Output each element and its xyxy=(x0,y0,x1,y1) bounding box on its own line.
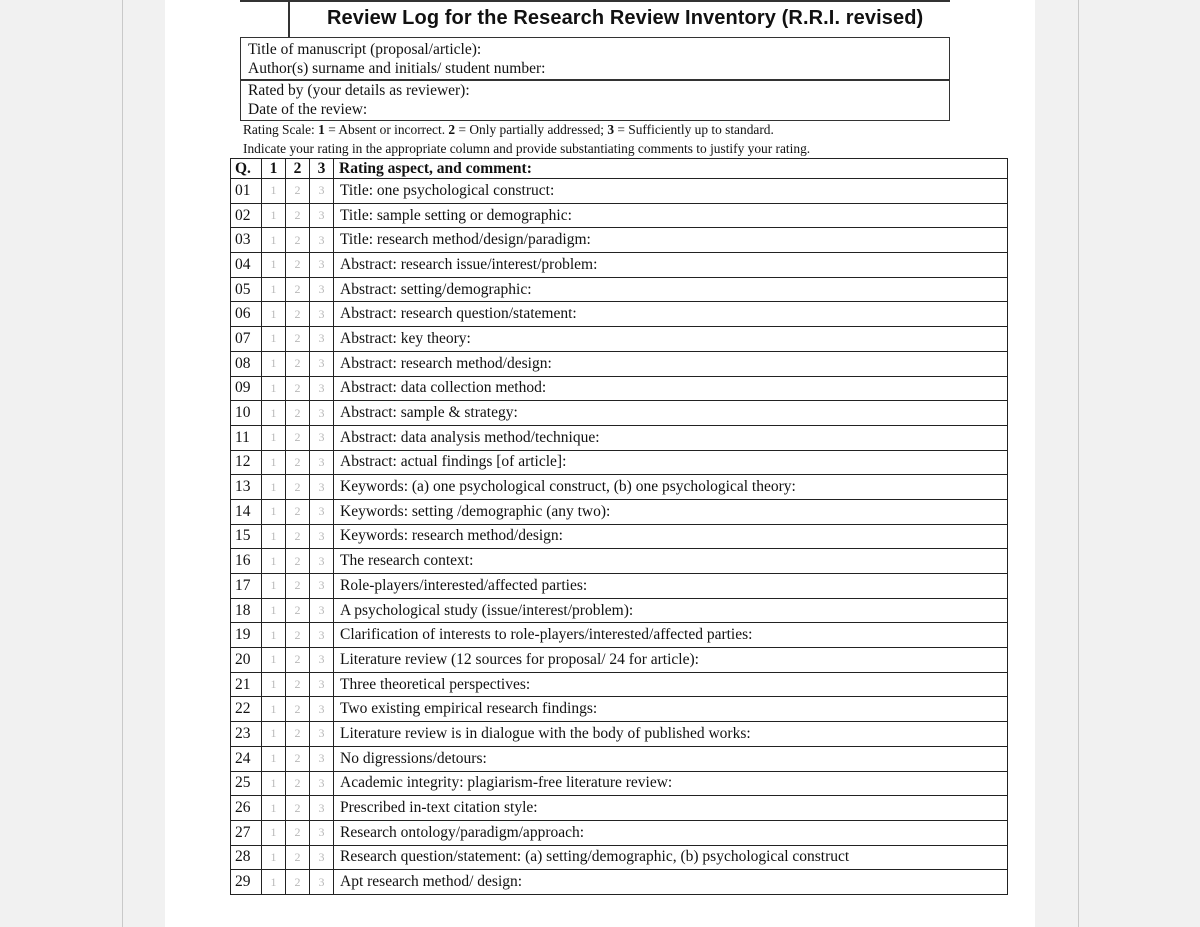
table-row xyxy=(231,598,1008,623)
rating-aspect: Prescribed in-text citation style: xyxy=(334,796,1008,821)
rating-cell-2[interactable]: 2 xyxy=(286,203,310,228)
question-number: 17 xyxy=(231,574,262,599)
rating-cell-3[interactable]: 3 xyxy=(310,302,334,327)
rating-cell-2[interactable]: 2 xyxy=(286,401,310,426)
rating-cell-1[interactable]: 1 xyxy=(262,277,286,302)
rating-cell-2[interactable]: 2 xyxy=(286,771,310,796)
question-number: 08 xyxy=(231,351,262,376)
rating-cell-2[interactable]: 2 xyxy=(286,179,310,204)
table-row xyxy=(231,228,1008,253)
rating-cell-1[interactable]: 1 xyxy=(262,203,286,228)
rating-aspect: Clarification of interests to role-players/interested/affected parties: xyxy=(334,623,1008,648)
rating-cell-2[interactable]: 2 xyxy=(286,450,310,475)
rating-cell-1[interactable]: 1 xyxy=(262,179,286,204)
rating-cell-1[interactable]: 1 xyxy=(262,425,286,450)
header-aspect: Rating aspect, and comment: xyxy=(334,159,1008,179)
rating-cell-3[interactable]: 3 xyxy=(310,623,334,648)
header-rating-2: 2 xyxy=(286,159,310,179)
rating-cell-1[interactable]: 1 xyxy=(262,327,286,352)
rating-aspect: Academic integrity: plagiarism-free literature review: xyxy=(334,771,1008,796)
table-row xyxy=(231,179,1008,204)
rating-cell-3[interactable]: 3 xyxy=(310,351,334,376)
rating-aspect: Title: research method/design/paradigm: xyxy=(334,228,1008,253)
rating-cell-1[interactable]: 1 xyxy=(262,746,286,771)
rating-cell-1[interactable]: 1 xyxy=(262,302,286,327)
rating-aspect: Keywords: (a) one psychological construct, (b) one psychological theory: xyxy=(334,475,1008,500)
question-number: 03 xyxy=(231,228,262,253)
question-number: 24 xyxy=(231,746,262,771)
rating-3-number: 3 xyxy=(607,122,615,137)
rating-aspect: Abstract: data analysis method/technique: xyxy=(334,425,1008,450)
rating-cell-1[interactable]: 1 xyxy=(262,796,286,821)
rating-cell-1[interactable]: 1 xyxy=(262,845,286,870)
rating-cell-2[interactable]: 2 xyxy=(286,228,310,253)
rating-cell-1[interactable]: 1 xyxy=(262,376,286,401)
rating-cell-2[interactable]: 2 xyxy=(286,524,310,549)
table-row xyxy=(231,450,1008,475)
rating-1-number: 1 xyxy=(318,122,325,137)
rating-cell-2[interactable]: 2 xyxy=(286,796,310,821)
rating-cell-1[interactable]: 1 xyxy=(262,598,286,623)
rating-2-text: = Only partially addressed; xyxy=(455,122,608,137)
table-row xyxy=(231,623,1008,648)
question-number: 11 xyxy=(231,425,262,450)
rating-cell-1[interactable]: 1 xyxy=(262,623,286,648)
rating-cell-2[interactable]: 2 xyxy=(286,302,310,327)
rating-cell-3[interactable]: 3 xyxy=(310,845,334,870)
rating-cell-3[interactable]: 3 xyxy=(310,820,334,845)
rating-aspect: Abstract: key theory: xyxy=(334,327,1008,352)
rated-by-field: Rated by (your details as reviewer): xyxy=(248,82,470,99)
title-top-rule xyxy=(240,0,950,2)
rating-cell-2[interactable]: 2 xyxy=(286,327,310,352)
rating-cell-2[interactable]: 2 xyxy=(286,475,310,500)
rating-cell-3[interactable]: 3 xyxy=(310,228,334,253)
title-rule-tick xyxy=(288,0,290,37)
rating-cell-1[interactable]: 1 xyxy=(262,253,286,278)
table-row xyxy=(231,401,1008,426)
rating-cell-3[interactable]: 3 xyxy=(310,598,334,623)
rating-cell-3[interactable]: 3 xyxy=(310,179,334,204)
rating-cell-3[interactable]: 3 xyxy=(310,327,334,352)
header-rating-1: 1 xyxy=(262,159,286,179)
question-number: 02 xyxy=(231,203,262,228)
rating-3-text: = Sufficiently up to standard. xyxy=(614,122,774,137)
rating-cell-1[interactable]: 1 xyxy=(262,697,286,722)
table-header-row xyxy=(231,159,1008,179)
question-number: 13 xyxy=(231,475,262,500)
rating-aspect: Abstract: actual findings [of article]: xyxy=(334,450,1008,475)
table-row xyxy=(231,253,1008,278)
reviewer-details-box xyxy=(240,79,950,121)
rating-cell-1[interactable]: 1 xyxy=(262,450,286,475)
rating-aspect: Abstract: setting/demographic: xyxy=(334,277,1008,302)
rating-cell-2[interactable]: 2 xyxy=(286,351,310,376)
rating-cell-3[interactable]: 3 xyxy=(310,203,334,228)
rating-aspect: Abstract: research question/statement: xyxy=(334,302,1008,327)
rating-cell-1[interactable]: 1 xyxy=(262,672,286,697)
rating-cell-3[interactable]: 3 xyxy=(310,722,334,747)
table-row xyxy=(231,746,1008,771)
rating-cell-3[interactable]: 3 xyxy=(310,277,334,302)
rating-aspect: The research context: xyxy=(334,549,1008,574)
rating-aspect: Keywords: research method/design: xyxy=(334,524,1008,549)
author-field: Author(s) surname and initials/ student number: xyxy=(248,60,546,77)
rating-cell-2[interactable]: 2 xyxy=(286,820,310,845)
table-row xyxy=(231,376,1008,401)
table-row xyxy=(231,351,1008,376)
table-row xyxy=(231,870,1008,895)
rating-cell-3[interactable]: 3 xyxy=(310,796,334,821)
question-number: 14 xyxy=(231,499,262,524)
rating-aspect: No digressions/detours: xyxy=(334,746,1008,771)
table-row xyxy=(231,203,1008,228)
table-row xyxy=(231,277,1008,302)
table-row xyxy=(231,722,1008,747)
table-row xyxy=(231,549,1008,574)
rating-cell-1[interactable]: 1 xyxy=(262,648,286,673)
rating-cell-3[interactable]: 3 xyxy=(310,870,334,895)
question-number: 18 xyxy=(231,598,262,623)
rating-cell-3[interactable]: 3 xyxy=(310,475,334,500)
rating-cell-1[interactable]: 1 xyxy=(262,524,286,549)
rating-cell-2[interactable]: 2 xyxy=(286,648,310,673)
table-row xyxy=(231,302,1008,327)
table-row xyxy=(231,672,1008,697)
question-number: 26 xyxy=(231,796,262,821)
rating-cell-2[interactable]: 2 xyxy=(286,697,310,722)
table-row xyxy=(231,327,1008,352)
rating-cell-3[interactable]: 3 xyxy=(310,672,334,697)
rating-aspect: Research question/statement: (a) setting/demographic, (b) psychological construct xyxy=(334,845,1008,870)
rating-aspect: Abstract: research method/design: xyxy=(334,351,1008,376)
question-number: 22 xyxy=(231,697,262,722)
question-number: 12 xyxy=(231,450,262,475)
table-row xyxy=(231,574,1008,599)
rating-cell-3[interactable]: 3 xyxy=(310,648,334,673)
review-date-field: Date of the review: xyxy=(248,101,368,118)
rating-aspect: A psychological study (issue/interest/problem): xyxy=(334,598,1008,623)
rating-instruction: Indicate your rating in the appropriate column and provide substantiating comments to justify your rating. xyxy=(243,141,811,156)
rating-cell-2[interactable]: 2 xyxy=(286,870,310,895)
document-page xyxy=(165,0,1035,927)
rating-cell-1[interactable]: 1 xyxy=(262,820,286,845)
rating-cell-3[interactable]: 3 xyxy=(310,425,334,450)
review-table xyxy=(230,158,1008,895)
table-row xyxy=(231,648,1008,673)
question-number: 05 xyxy=(231,277,262,302)
question-number: 27 xyxy=(231,820,262,845)
question-number: 25 xyxy=(231,771,262,796)
rating-cell-2[interactable]: 2 xyxy=(286,499,310,524)
rating-cell-2[interactable]: 2 xyxy=(286,549,310,574)
rating-cell-1[interactable]: 1 xyxy=(262,475,286,500)
rating-cell-2[interactable]: 2 xyxy=(286,746,310,771)
rating-cell-1[interactable]: 1 xyxy=(262,401,286,426)
rating-aspect: Keywords: setting /demographic (any two): xyxy=(334,499,1008,524)
rating-aspect: Abstract: sample & strategy: xyxy=(334,401,1008,426)
table-row xyxy=(231,796,1008,821)
question-number: 15 xyxy=(231,524,262,549)
rating-cell-3[interactable]: 3 xyxy=(310,746,334,771)
rating-aspect: Role-players/interested/affected parties: xyxy=(334,574,1008,599)
question-number: 29 xyxy=(231,870,262,895)
rating-cell-1[interactable]: 1 xyxy=(262,722,286,747)
question-number: 10 xyxy=(231,401,262,426)
table-row xyxy=(231,697,1008,722)
rating-cell-3[interactable]: 3 xyxy=(310,574,334,599)
table-row xyxy=(231,524,1008,549)
question-number: 09 xyxy=(231,376,262,401)
question-number: 19 xyxy=(231,623,262,648)
rating-aspect: Abstract: research issue/interest/problem: xyxy=(334,253,1008,278)
question-number: 28 xyxy=(231,845,262,870)
rating-cell-2[interactable]: 2 xyxy=(286,722,310,747)
question-number: 01 xyxy=(231,179,262,204)
rating-aspect: Apt research method/ design: xyxy=(334,870,1008,895)
table-row xyxy=(231,475,1008,500)
table-row xyxy=(231,820,1008,845)
rating-cell-2[interactable]: 2 xyxy=(286,376,310,401)
question-number: 06 xyxy=(231,302,262,327)
rating-cell-1[interactable]: 1 xyxy=(262,870,286,895)
question-number: 07 xyxy=(231,327,262,352)
rating-cell-1[interactable]: 1 xyxy=(262,351,286,376)
rating-cell-3[interactable]: 3 xyxy=(310,401,334,426)
rating-aspect: Two existing empirical research findings: xyxy=(334,697,1008,722)
rating-scale xyxy=(243,121,774,138)
rating-cell-3[interactable]: 3 xyxy=(310,253,334,278)
rating-scale-label: Rating Scale: xyxy=(243,122,315,137)
rating-aspect: Title: sample setting or demographic: xyxy=(334,203,1008,228)
rating-cell-3[interactable]: 3 xyxy=(310,524,334,549)
rating-aspect: Three theoretical perspectives: xyxy=(334,672,1008,697)
rating-aspect: Abstract: data collection method: xyxy=(334,376,1008,401)
rating-cell-2[interactable]: 2 xyxy=(286,623,310,648)
rating-cell-2[interactable]: 2 xyxy=(286,672,310,697)
question-number: 16 xyxy=(231,549,262,574)
rating-cell-2[interactable]: 2 xyxy=(286,425,310,450)
rating-cell-3[interactable]: 3 xyxy=(310,499,334,524)
question-number: 23 xyxy=(231,722,262,747)
rating-cell-2[interactable]: 2 xyxy=(286,598,310,623)
table-row xyxy=(231,845,1008,870)
rating-cell-3[interactable]: 3 xyxy=(310,450,334,475)
manuscript-details-box xyxy=(240,37,950,81)
rating-aspect: Literature review is in dialogue with the body of published works: xyxy=(334,722,1008,747)
rating-aspect: Literature review (12 sources for proposal/ 24 for article): xyxy=(334,648,1008,673)
table-row xyxy=(231,499,1008,524)
rating-cell-1[interactable]: 1 xyxy=(262,228,286,253)
rating-cell-2[interactable]: 2 xyxy=(286,845,310,870)
rating-cell-2[interactable]: 2 xyxy=(286,277,310,302)
question-number: 21 xyxy=(231,672,262,697)
rating-cell-3[interactable]: 3 xyxy=(310,376,334,401)
question-number: 20 xyxy=(231,648,262,673)
rating-cell-3[interactable]: 3 xyxy=(310,697,334,722)
rating-aspect: Title: one psychological construct: xyxy=(334,179,1008,204)
table-row xyxy=(231,771,1008,796)
viewer-right-edge xyxy=(1078,0,1079,927)
viewer-left-edge xyxy=(122,0,123,927)
rating-1-text: = Absent or incorrect. xyxy=(324,122,449,137)
rating-2-number: 2 xyxy=(448,122,456,137)
rating-cell-3[interactable]: 3 xyxy=(310,771,334,796)
header-question: Q. xyxy=(231,159,262,179)
question-number: 04 xyxy=(231,253,262,278)
table-row xyxy=(231,425,1008,450)
rating-cell-1[interactable]: 1 xyxy=(262,549,286,574)
rating-cell-1[interactable]: 1 xyxy=(262,574,286,599)
rating-aspect: Research ontology/paradigm/approach: xyxy=(334,820,1008,845)
header-rating-3: 3 xyxy=(310,159,334,179)
rating-cell-3[interactable]: 3 xyxy=(310,549,334,574)
manuscript-title-field: Title of manuscript (proposal/article): xyxy=(248,41,482,58)
rating-cell-2[interactable]: 2 xyxy=(286,253,310,278)
page-title: Review Log for the Research Review Inventory (R.R.I. revised) xyxy=(327,7,924,29)
rating-cell-2[interactable]: 2 xyxy=(286,574,310,599)
rating-cell-1[interactable]: 1 xyxy=(262,499,286,524)
rating-cell-1[interactable]: 1 xyxy=(262,771,286,796)
